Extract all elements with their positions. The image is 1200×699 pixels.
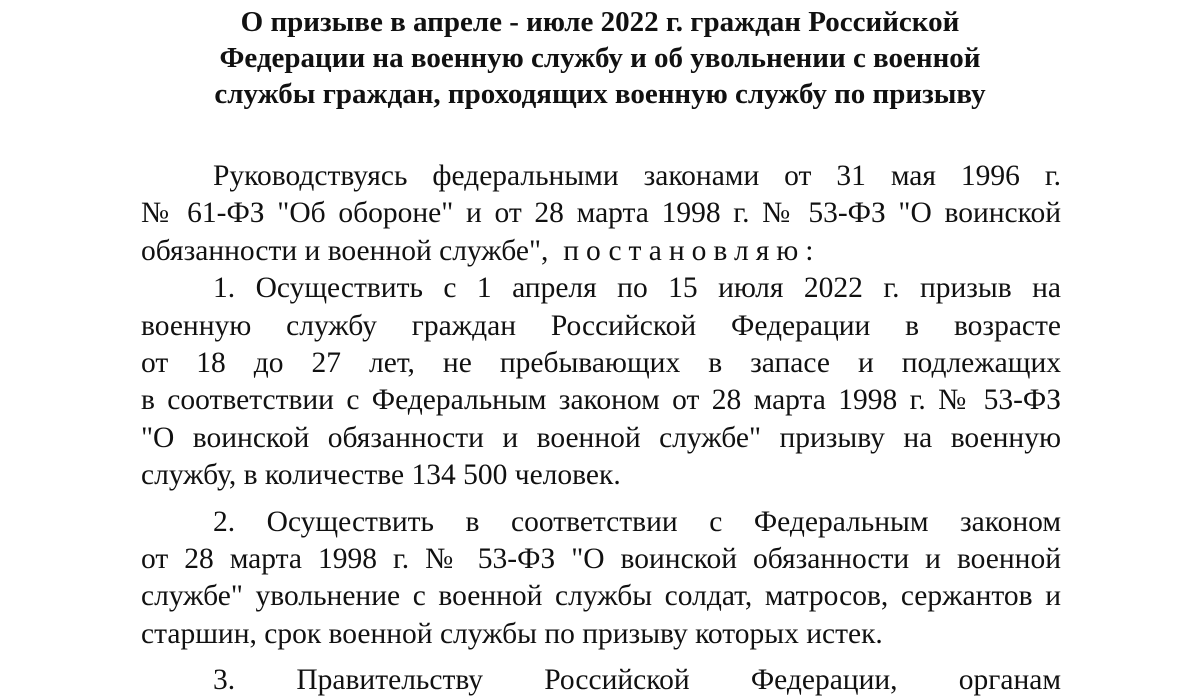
- document-title: [150, 4, 1050, 112]
- paragraph-gap: [141, 495, 1061, 504]
- item-line: от 18 до 27 лет, не пребывающих в запасе и подлежащих: [141, 346, 1061, 379]
- item-line: 2. Осуществить в соответствии с Федеральным законом: [213, 505, 1061, 538]
- item-line: от 28 марта 1998 г. № 53-ФЗ "О воинской обязанности и военной: [141, 542, 1061, 575]
- item-line: "О воинской обязанности и военной службе" призыву на военную: [141, 421, 1061, 454]
- title-line: Федерации на военную службу и об увольнении с военной: [219, 42, 981, 74]
- preamble-text: обязанности и военной службе",: [141, 234, 549, 267]
- preamble-line: [141, 233, 1061, 270]
- item-line: 1. Осуществить с 1 апреля по 15 июля 2022 г. призыв на: [213, 272, 1061, 305]
- item-line: 3. Правительству Российской Федерации, органам: [213, 664, 1061, 697]
- preamble-line: № 61-ФЗ "Об обороне" и от 28 марта 1998 г. № 53-ФЗ "О воинской: [141, 197, 1061, 230]
- item-line: военную службу граждан Российской Федерации в возрасте: [141, 309, 1061, 342]
- decree-keyword: постановляю:: [563, 234, 821, 267]
- item-line: старшин, срок военной службы по призыву которых истек.: [141, 617, 883, 650]
- item-line: в соответствии с Федеральным законом от 28 марта 1998 г. № 53-ФЗ: [141, 384, 1061, 417]
- preamble-line: Руководствуясь федеральными законами от 31 мая 1996 г.: [213, 160, 1061, 192]
- item-2-paragraph: [141, 504, 1061, 654]
- item-1-paragraph: [141, 270, 1061, 494]
- document-body: [141, 158, 1061, 699]
- paragraph-gap: [141, 653, 1061, 662]
- item-line: службу, в количестве 134 500 человек.: [141, 459, 621, 492]
- preamble-paragraph: [141, 158, 1061, 270]
- title-line: О призыве в апреле - июле 2022 г. граждан Российской: [240, 6, 960, 38]
- item-line: службе" увольнение с военной службы солдат, матросов, сержантов и: [141, 580, 1061, 613]
- item-3-paragraph: [141, 662, 1061, 699]
- title-line: службы граждан, проходящих военную службу по призыву: [214, 78, 986, 110]
